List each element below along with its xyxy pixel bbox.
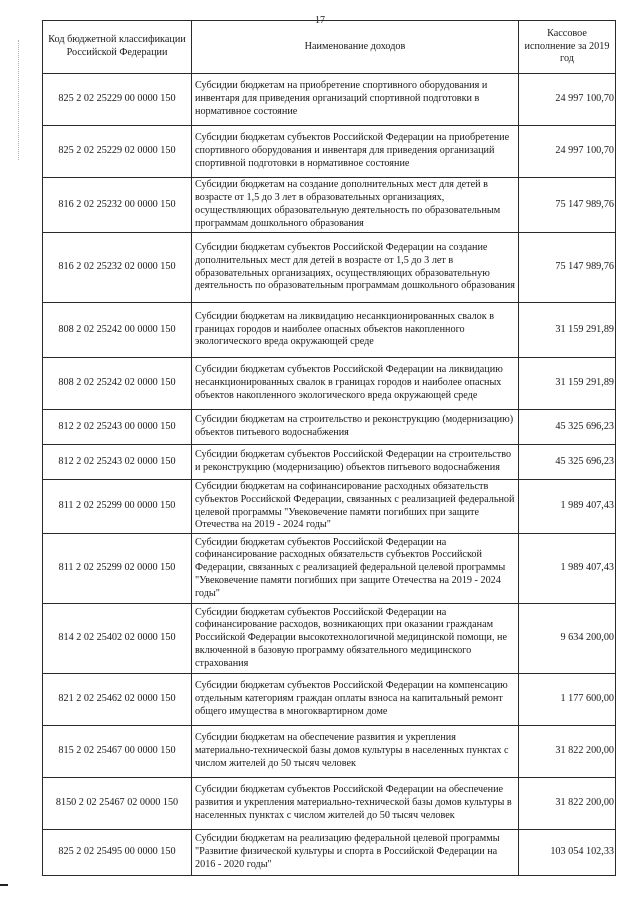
row-code: 811 2 02 25299 02 0000 150 [43,534,192,604]
table-row [43,178,616,233]
scan-edge-mark [0,884,8,886]
row-name: Субсидии бюджетам субъектов Российской Федерации на обеспечение развития и укрепления материально-технической базы домов культуры в населенных пунктах с числом жителей до 50 тысяч человек [192,778,519,830]
table-row [43,534,616,604]
revenue-table [42,20,616,876]
row-code: 825 2 02 25229 02 0000 150 [43,126,192,178]
table-header-row [43,21,616,74]
row-name: Субсидии бюджетам субъектов Российской Федерации на создание дополнительных мест для детей в возрасте от 1,5 до 3 лет в образовательных организациях, осуществляющих образовательную деятельность по образовательным программам дошкольного образования [192,233,519,303]
row-code: 825 2 02 25229 00 0000 150 [43,74,192,126]
row-name: Субсидии бюджетам на ликвидацию несанкционированных свалок в границах городов и наиболее опасных объектов накопленного экологического вреда окружающей среде [192,303,519,358]
table-row [43,674,616,726]
table-row [43,410,616,445]
row-name: Субсидии бюджетам субъектов Российской Федерации на строительство и реконструкцию (модернизацию) объектов питьевого водоснабжения [192,445,519,480]
row-name: Субсидии бюджетам на реализацию федеральной целевой программы "Развитие физической культуры и спорта в Российской Федерации на 2016 - 2020 годы" [192,830,519,876]
table-row [43,480,616,534]
page-number: 17 [315,15,325,26]
row-code: 812 2 02 25243 02 0000 150 [43,445,192,480]
row-name: Субсидии бюджетам на приобретение спортивного оборудования и инвентаря для приведения организаций спортивной подготовки в нормативное состояние [192,74,519,126]
table-row [43,74,616,126]
row-code: 815 2 02 25467 00 0000 150 [43,726,192,778]
row-amount: 1 989 407,43 [519,480,616,534]
row-code: 814 2 02 25402 02 0000 150 [43,604,192,674]
header-amount: Кассовое исполнение за 2019 год [519,21,616,74]
table-row [43,445,616,480]
row-code: 808 2 02 25242 00 0000 150 [43,303,192,358]
row-name: Субсидии бюджетам субъектов Российской Федерации на софинансирование расходных обязательств субъектов Российской Федерации, связанных с реализацией федеральной целевой программы "Увековечение памяти погибших при защите Отечества на 2019 - 2024 годы" [192,534,519,604]
row-amount: 31 822 200,00 [519,726,616,778]
row-amount: 24 997 100,70 [519,126,616,178]
row-code: 816 2 02 25232 00 0000 150 [43,178,192,233]
row-code: 811 2 02 25299 00 0000 150 [43,480,192,534]
table-row [43,358,616,410]
table-row [43,604,616,674]
row-code: 8150 2 02 25467 02 0000 150 [43,778,192,830]
row-name: Субсидии бюджетам субъектов Российской Федерации на компенсацию отдельным категориям граждан оплаты взноса на капитальный ремонт общего имущества в многоквартирном доме [192,674,519,726]
row-amount: 31 159 291,89 [519,358,616,410]
row-name: Субсидии бюджетам на обеспечение развития и укрепления материально-технической базы домов культуры в населенных пунктах с числом жителей до 50 тысяч человек [192,726,519,778]
row-amount: 24 997 100,70 [519,74,616,126]
table-row [43,726,616,778]
row-amount: 9 634 200,00 [519,604,616,674]
row-amount: 1 989 407,43 [519,534,616,604]
row-name: Субсидии бюджетам на создание дополнительных мест для детей в возрасте от 1,5 до 3 лет в образовательных организациях, осуществляющих образовательную деятельность по образовательным программам дошкольного образования [192,178,519,233]
table-row [43,303,616,358]
row-code: 816 2 02 25232 02 0000 150 [43,233,192,303]
row-name: Субсидии бюджетам на софинансирование расходных обязательств субъектов Российской Федерации, связанных с реализацией федеральной целевой программы "Увековечение памяти погибших при защите Отечества на 2019 - 2024 годы" [192,480,519,534]
row-amount: 75 147 989,76 [519,178,616,233]
row-amount: 103 054 102,33 [519,830,616,876]
row-code: 812 2 02 25243 00 0000 150 [43,410,192,445]
row-name: Субсидии бюджетам субъектов Российской Федерации на приобретение спортивного оборудования и инвентаря для приведения организаций спортивной подготовки в нормативное состояние [192,126,519,178]
row-name: Субсидии бюджетам субъектов Российской Федерации на ликвидацию несанкционированных свалок в границах городов и наиболее опасных объектов накопленного экологического вреда окружающей среде [192,358,519,410]
row-amount: 31 822 200,00 [519,778,616,830]
row-code: 808 2 02 25242 02 0000 150 [43,358,192,410]
table-row [43,778,616,830]
row-code: 825 2 02 25495 00 0000 150 [43,830,192,876]
scan-margin-dots [18,40,21,160]
row-amount: 75 147 989,76 [519,233,616,303]
table-row [43,830,616,876]
row-amount: 45 325 696,23 [519,410,616,445]
table-row [43,126,616,178]
row-name: Субсидии бюджетам на строительство и реконструкцию (модернизацию) объектов питьевого водоснабжения [192,410,519,445]
row-amount: 45 325 696,23 [519,445,616,480]
header-name: Наименование доходов [192,21,519,74]
row-amount: 31 159 291,89 [519,303,616,358]
header-code: Код бюджетной классификации Российской Федерации [43,21,192,74]
table-row [43,233,616,303]
row-code: 821 2 02 25462 02 0000 150 [43,674,192,726]
row-name: Субсидии бюджетам субъектов Российской Федерации на софинансирование расходов, возникающих при оказании гражданам Российской Федерации высокотехнологичной медицинской помощи, не включенной в базовую программу обязательного медицинского страхования [192,604,519,674]
row-amount: 1 177 600,00 [519,674,616,726]
